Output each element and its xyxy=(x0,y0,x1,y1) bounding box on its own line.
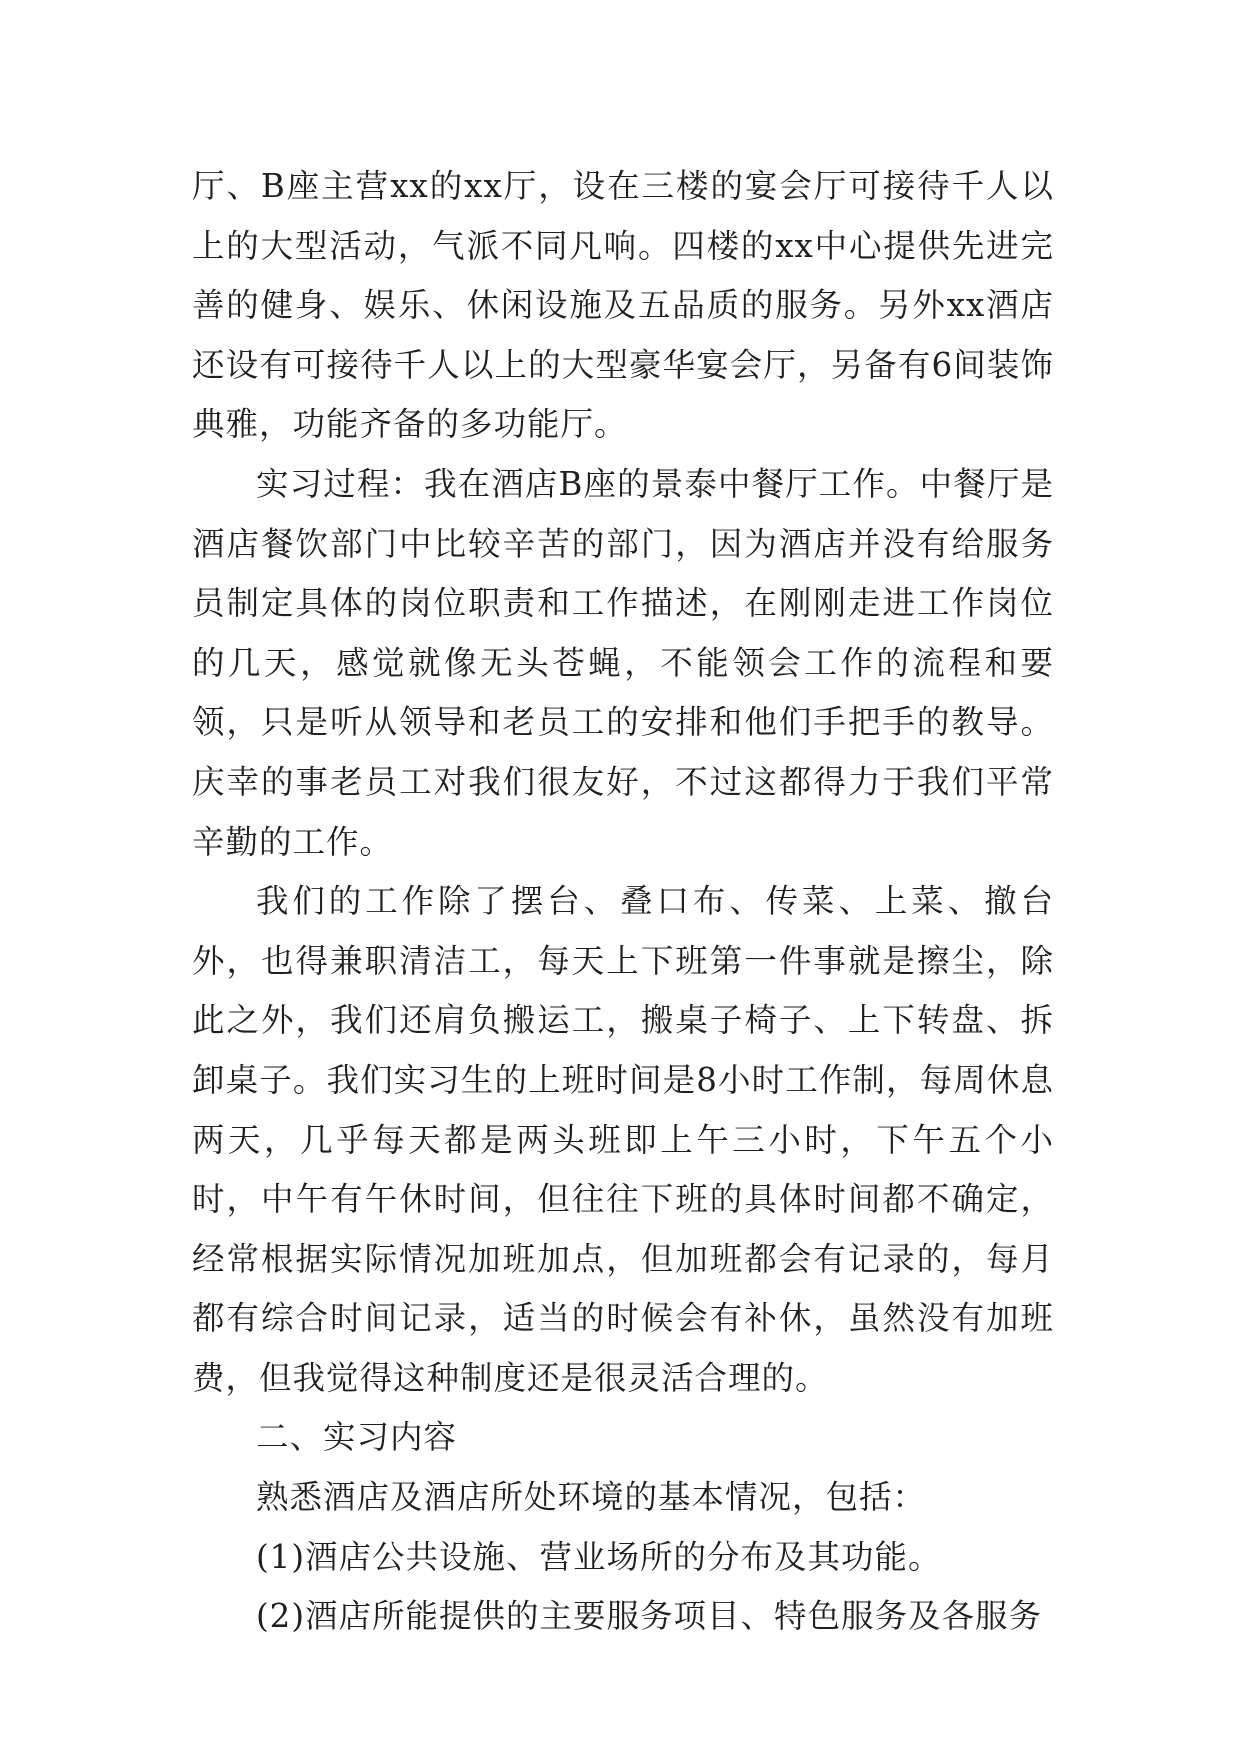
document-body xyxy=(192,157,1054,1647)
list-item-2: (2)酒店所能提供的主要服务项目、特色服务及各服务 xyxy=(256,1597,1043,1636)
paragraph-hotel-facilities: 厅、B座主营xx的xx厅，设在三楼的宴会厅可接待千人以上的大型活动，气派不同凡响。四楼的xx中心提供先进完善的健身、娱乐、休闲设施及五品质的服务。另外xx酒店还设有可接待千人以上的大型豪华宴会厅，另备有6间装饰典雅，功能齐备的多功能厅。 xyxy=(192,167,1054,444)
paragraph-work-duties: 我们的工作除了摆台、叠口布、传菜、上菜、撤台外，也得兼职清洁工，每天上下班第一件事就是擦尘，除此之外，我们还肩负搬运工，搬桌子椅子、上下转盘、拆卸桌子。我们实习生的上班时间是8小时工作制，每周休息两天，几乎每天都是两头班即上午三小时，下午五个小时，中午有午休时间，但往往下班的具体时间都不确定，经常根据实际情况加班加点，但加班都会有记录的，每月都有综合时间记录，适当的时候会有补休，虽然没有加班费，但我觉得这种制度还是很灵活合理的。 xyxy=(192,882,1054,1397)
section-heading-internship-content: 二、实习内容 xyxy=(256,1418,458,1457)
paragraph-internship-process: 实习过程：我在酒店B座的景泰中餐厅工作。中餐厅是酒店餐饮部门中比较辛苦的部门，因为酒店并没有给服务员制定具体的岗位职责和工作描述，在刚刚走进工作岗位的几天，感觉就像无头苍蝇，不能领会工作的流程和要领，只是听从领导和老员工的安排和他们手把手的教导。庆幸的事老员工对我们很友好，不过这都得力于我们平常辛勤的工作。 xyxy=(192,464,1054,861)
paragraph-familiarize-intro: 熟悉酒店及酒店所处环境的基本情况，包括： xyxy=(256,1478,927,1517)
list-item-1: (1)酒店公共设施、营业场所的分布及其功能。 xyxy=(256,1537,942,1576)
